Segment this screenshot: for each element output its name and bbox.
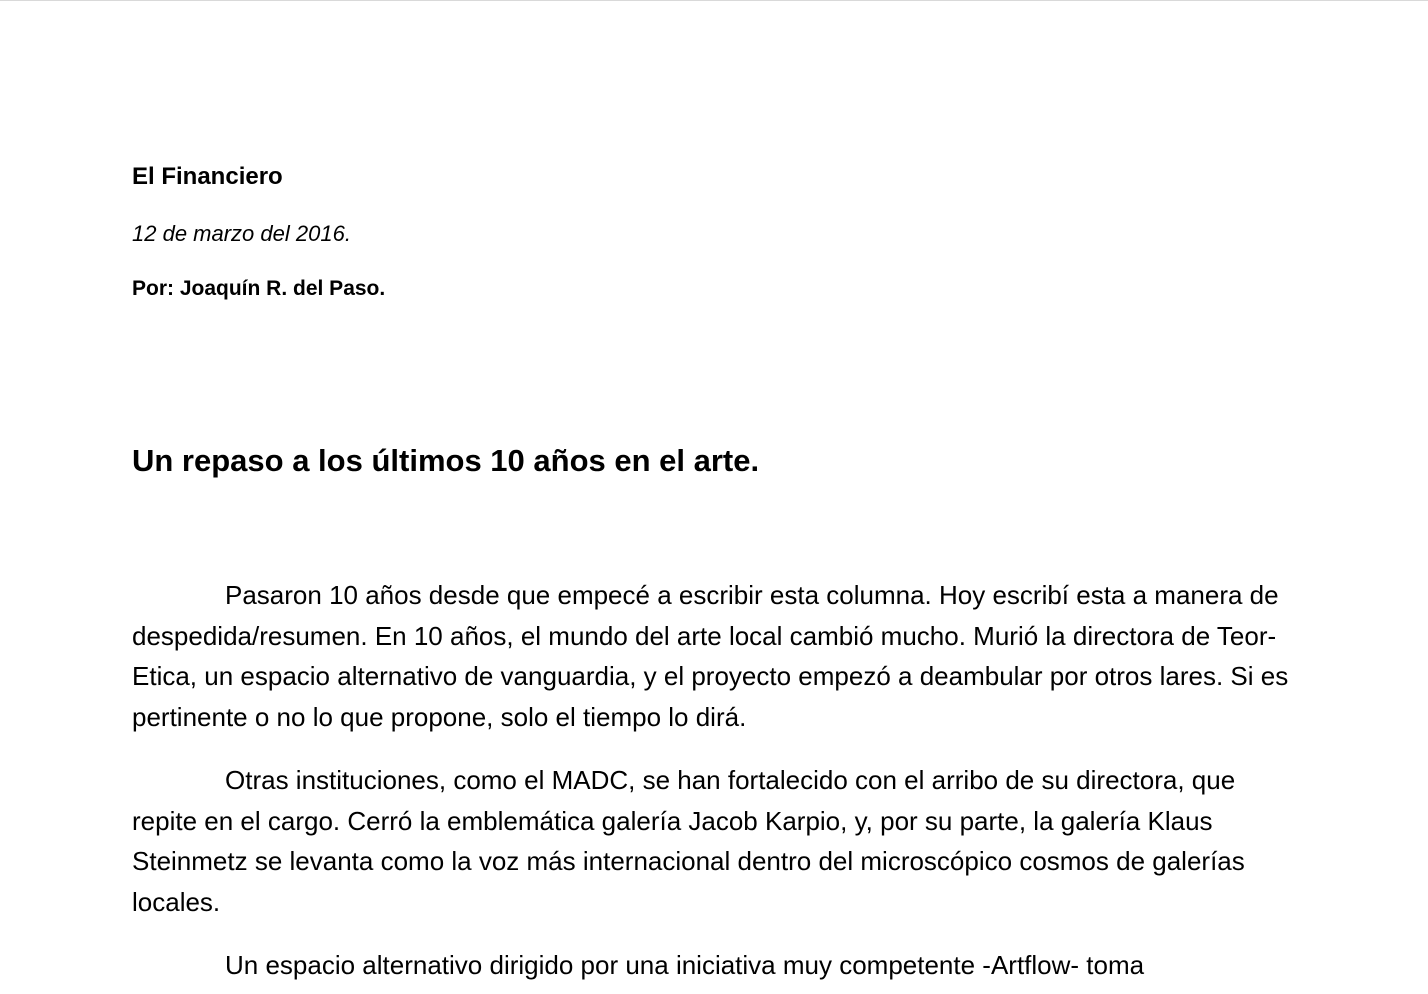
publication-date: 12 de marzo del 2016. xyxy=(132,221,351,246)
paragraph: Pasaron 10 años desde que empecé a escribir esta columna. Hoy escribí esta a manera de despedida/resumen. En 10 años, el mundo del arte local cambió mucho. Murió la directora de Teor-Etica, un espacio alternativo de vanguardia, y el proyecto empezó a deambular por otros lares. Si es pertinente o no lo que propone, solo el tiempo lo dirá. xyxy=(132,580,1289,733)
paragraph: Otras instituciones, como el MADC, se han fortalecido con el arribo de su directora, que repite en el cargo. Cerró la emblemática galería Jacob Karpio, y, por su parte, la galería Klaus Steinmetz se levanta como la voz más internacional dentro del microscópico cosmos de galerías locales. xyxy=(132,764,1245,917)
paragraph: Un espacio alternativo dirigido por una iniciativa muy competente -Artflow- toma xyxy=(225,949,1145,980)
publication-name: El Financiero xyxy=(132,163,283,190)
article-headline: Un repaso a los últimos 10 años en el arte. xyxy=(132,443,760,478)
author-byline: Por: Joaquín R. del Paso. xyxy=(132,277,386,300)
article-body xyxy=(132,575,1302,994)
